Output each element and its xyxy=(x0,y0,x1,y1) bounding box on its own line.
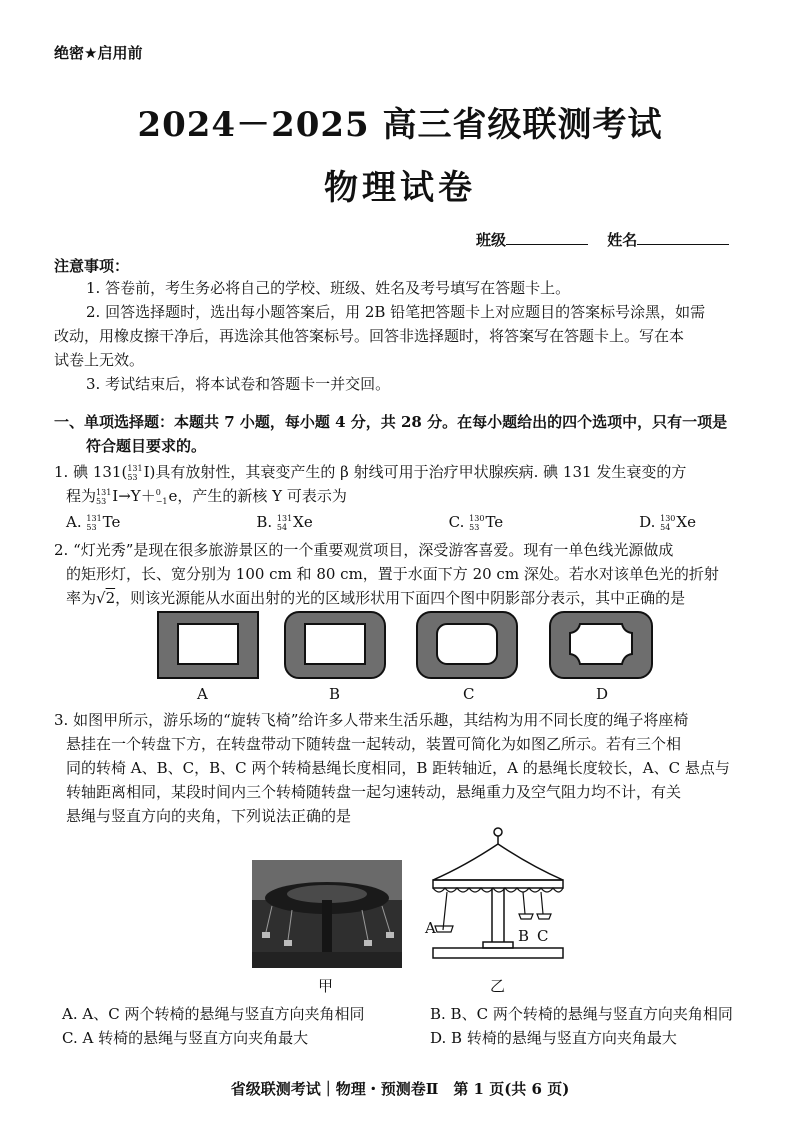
class-label: 班级 xyxy=(476,231,507,249)
notice-title: 注意事项： xyxy=(54,257,130,275)
q1-stem-line1: 1. 碘 131( 131 53 I)具有放射性，其衰变产生的 β 射线可用于治疗甲状腺疾病. 碘 131 发生衰变的方 xyxy=(54,463,687,482)
confidential-mark: 绝密★启用前 xyxy=(54,44,143,62)
q1-option-d[interactable]: D. 130 54 Xe xyxy=(639,513,696,532)
section-heading-cont: 符合题目要求的。 xyxy=(86,437,207,455)
diagram-label-a: A xyxy=(425,919,436,937)
q2-label-d: D xyxy=(596,685,609,703)
q3-stem-line1: 3. 如图甲所示，游乐场的“旋转飞椅”给许多人带来生活乐趣，其结构为用不同长度的绳子将座椅 xyxy=(54,711,689,729)
name-blank[interactable] xyxy=(637,228,729,245)
q3-stem-line3: 同的转椅 A、B、C，B、C 两个转椅悬绳长度相同，B 距转轴近，A 的悬绳长度较长，A、C 悬点与 xyxy=(66,759,730,777)
notice-item: 2. 回答选择题时，选出每小题答案后，用 2B 铅笔把答题卡上对应题目的答案标号涂黑，如需 xyxy=(86,303,706,321)
name-label: 姓名 xyxy=(607,231,638,249)
q2-label-a: A xyxy=(197,685,208,703)
diagram-label-c: C xyxy=(537,927,549,945)
section-heading: 一、单项选择题：本题共 7 小题，每小题 4 分，共 28 分。在每小题给出的四个选项中，只有一项是 xyxy=(54,413,728,431)
page-footer: 省级联测考试｜物理・预测卷Ⅱ 第 1 页(共 6 页) xyxy=(230,1080,570,1098)
q2-stem-line2: 的矩形灯，长、宽分别为 100 cm 和 80 cm，置于水面下方 20 cm 深处。若水对该单色光的折射 xyxy=(66,565,719,583)
q3-option-a[interactable]: A. A、C 两个转椅的悬绳与竖直方向夹角相同 xyxy=(62,1005,365,1023)
student-info xyxy=(476,228,729,250)
q3-option-c[interactable]: C. A 转椅的悬绳与竖直方向夹角最大 xyxy=(62,1029,309,1047)
notice-item: 改动，用橡皮擦干净后，再选涂其他答案标号。回答非选择题时，将答案写在答题卡上。写在本 xyxy=(54,327,685,345)
q2-figure-a[interactable] xyxy=(158,612,258,678)
q2-stem-line1: 2. “灯光秀”是现在很多旅游景区的一个重要观赏项目，深受游客喜爱。现有一单色线光源做成 xyxy=(54,541,674,559)
q1-option-b[interactable]: B. 131 54 Xe xyxy=(256,513,313,532)
q2-label-c: C xyxy=(463,685,475,703)
q2-figures xyxy=(150,606,670,684)
q3-diagram xyxy=(425,822,575,972)
q3-stem-line2: 悬挂在一个转盘下方，在转盘带动下随转盘一起转动，装置可简化为如图乙所示。若有三个相 xyxy=(66,735,682,753)
exam-title: 2024－2025 高三省级联测考试 xyxy=(137,105,663,145)
q3-label-yi: 乙 xyxy=(490,977,506,995)
notice-item: 1. 答卷前，考生务必将自己的学校、班级、姓名及考号填写在答题卡上。 xyxy=(86,279,571,297)
q3-option-d[interactable]: D. B 转椅的悬绳与竖直方向夹角最大 xyxy=(430,1029,677,1047)
q3-option-b[interactable]: B. B、C 两个转椅的悬绳与竖直方向夹角相同 xyxy=(430,1005,733,1023)
q3-stem-line4: 转轴距离相同，某段时间内三个转椅随转盘一起匀速转动，悬绳重力及空气阻力均不计，有关 xyxy=(66,783,682,801)
q3-stem-line5: 悬绳与竖直方向的夹角，下列说法正确的是 xyxy=(66,807,352,825)
q3-label-jia: 甲 xyxy=(318,977,334,995)
q2-figure-c[interactable] xyxy=(417,612,517,678)
q2-label-b: B xyxy=(329,685,341,703)
q1-options xyxy=(66,510,696,534)
exam-subtitle: 物理试卷 xyxy=(324,168,476,208)
q1-stem-line2: 程为 131 53 I→Y＋ 0 −1 e，产生的新核 Y 可表示为 xyxy=(66,487,347,506)
class-blank[interactable] xyxy=(506,228,588,245)
q2-figure-d[interactable] xyxy=(550,612,652,678)
q1-option-c[interactable]: C. 130 53 Te xyxy=(448,513,504,532)
q1-option-a[interactable]: A. 131 53 Te xyxy=(66,513,121,532)
q3-photo xyxy=(252,860,402,968)
q2-stem-line3: 率为√2，则该光源能从水面出射的光的区域形状用下面四个图中阴影部分表示，其中正确的是 xyxy=(66,589,686,607)
q2-figure-b[interactable] xyxy=(285,612,385,678)
notice-item: 试卷上无效。 xyxy=(54,351,145,369)
diagram-label-b: B xyxy=(518,927,530,945)
notice-item: 3. 考试结束后，将本试卷和答题卡一并交回。 xyxy=(86,375,391,393)
